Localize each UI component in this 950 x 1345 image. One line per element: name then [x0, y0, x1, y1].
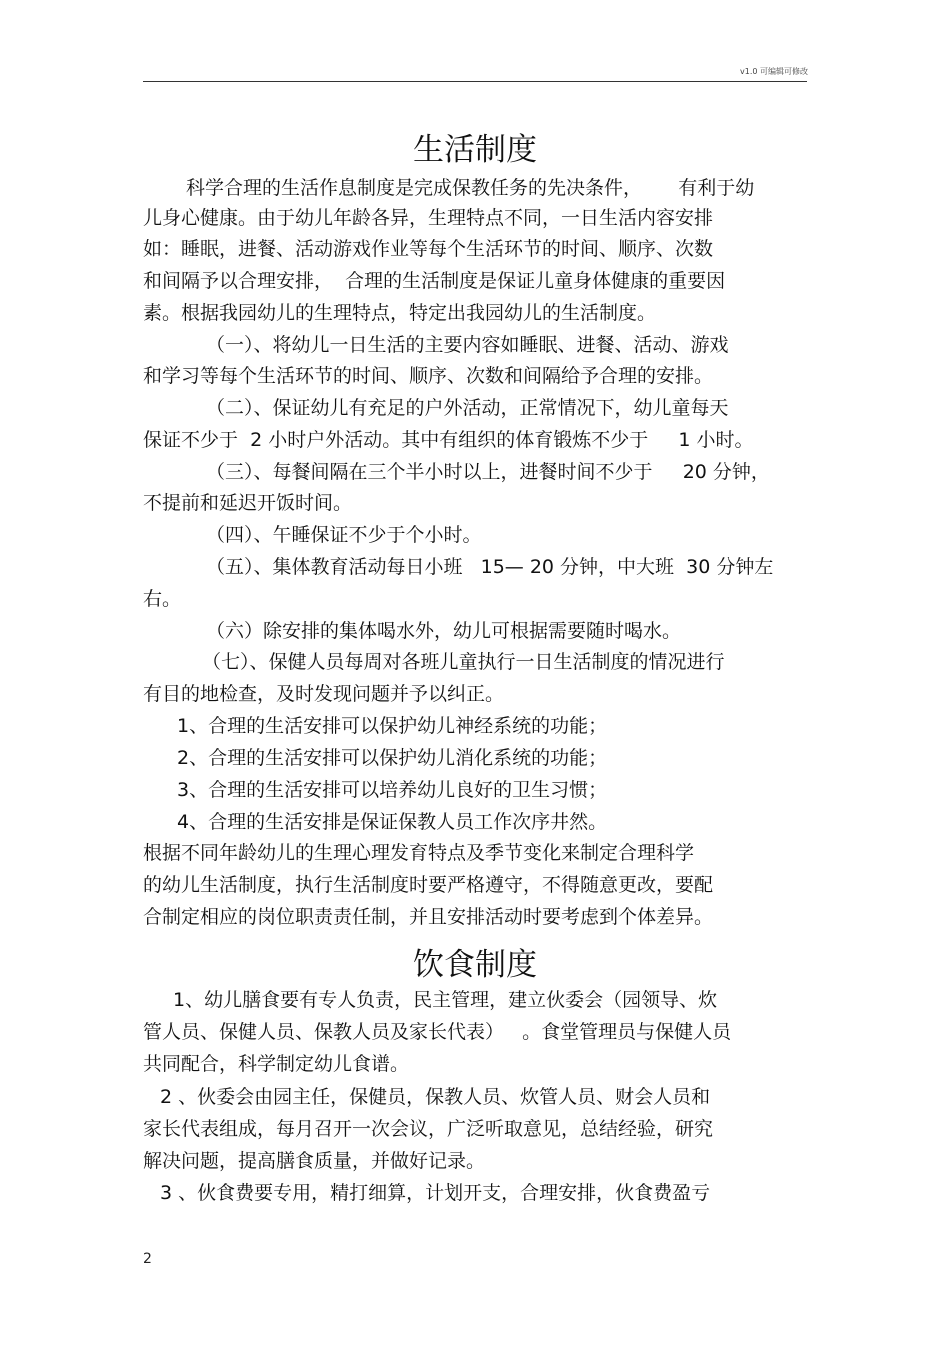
list-item: 4、合理的生活安排是保证保教人员工作次序井然。	[177, 811, 608, 833]
section-title-living-system: 生活制度	[413, 132, 537, 168]
paragraph-line: 和间隔予以合理安排， 合理的生活制度是保证儿童身体健康的重要因	[143, 270, 726, 292]
list-item: 2、合理的生活安排可以保护幼儿消化系统的功能；	[177, 747, 608, 769]
paragraph-line: 科学合理的生活作息制度是完成保教任务的先决条件， 有利于幼	[186, 177, 755, 199]
paragraph-line: （七）、保健人员每周对各班儿童执行一日生活制度的情况进行	[202, 651, 725, 673]
header-version-note: v1.0 可编辑可修改	[740, 67, 808, 76]
paragraph-line: 有目的地检查，及时发现问题并予以纠正。	[143, 683, 505, 705]
paragraph-line: （三）、每餐间隔在三个半小时以上，进餐时间不少于 20 分钟，	[206, 461, 770, 483]
paragraph-line: 保证不少于 2 小时户外活动。其中有组织的体育锻炼不少于 1 小时。	[143, 429, 754, 451]
list-item: 1、合理的生活安排可以保护幼儿神经系统的功能；	[177, 715, 608, 737]
paragraph-line: 1、幼儿膳食要有专人负责，民主管理，建立伙委会（园领导、炊	[173, 989, 718, 1011]
paragraph-line: 3 、伙食费要专用，精打细算，计划开支，合理安排，伙食费盈亏	[160, 1182, 711, 1204]
section-title-diet-system: 饮食制度	[413, 947, 537, 983]
paragraph-line: 共同配合，科学制定幼儿食谱。	[143, 1053, 410, 1075]
header-divider	[143, 81, 807, 82]
paragraph-line: 不提前和延迟开饭时间。	[143, 492, 353, 514]
paragraph-line: （二）、保证幼儿有充足的户外活动，正常情况下，幼儿童每天	[206, 397, 729, 419]
paragraph-line: 合制定相应的岗位职责责任制，并且安排活动时要考虑到个体差异。	[143, 906, 714, 928]
paragraph-line: 的幼儿生活制度，执行生活制度时要严格遵守，不得随意更改，要配	[143, 874, 714, 896]
paragraph-line: 解决问题，提高膳食质量，并做好记录。	[143, 1150, 486, 1172]
paragraph-line: （四）、午睡保证不少于个小时。	[206, 524, 482, 546]
paragraph-line: 2 、伙委会由园主任，保健员，保教人员、炊管人员、财会人员和	[160, 1086, 711, 1108]
paragraph-line: 儿身心健康。由于幼儿年龄各异，生理特点不同，一日生活内容安排	[143, 207, 714, 229]
paragraph-line: 根据不同年龄幼儿的生理心理发育特点及季节变化来制定合理科学	[143, 842, 695, 864]
paragraph-line: （六）除安排的集体喝水外，幼儿可根据需要随时喝水。	[206, 620, 682, 642]
paragraph-line: 右。	[143, 588, 182, 610]
paragraph-line: （一）、将幼儿一日生活的主要内容如睡眠、进餐、活动、游戏	[206, 334, 729, 356]
page-number: 2	[143, 1251, 152, 1267]
paragraph-line: 家长代表组成，每月召开一次会议，广泛听取意见，总结经验，研究	[143, 1118, 714, 1140]
paragraph-line: （五）、集体教育活动每日小班 15— 20 分钟，中大班 30 分钟左	[206, 556, 774, 578]
paragraph-line: 管人员、保健人员、保教人员及家长代表） 。食堂管理员与保健人员	[143, 1021, 732, 1043]
paragraph-line: 如：睡眠，进餐、活动游戏作业等每个生活环节的时间、顺序、次数	[143, 238, 714, 260]
paragraph-line: 素。根据我园幼儿的生理特点，特定出我园幼儿的生活制度。	[143, 302, 657, 324]
paragraph-line: 和学习等每个生活环节的时间、顺序、次数和间隔给予合理的安排。	[143, 365, 714, 387]
list-item: 3、合理的生活安排可以培养幼儿良好的卫生习惯；	[177, 779, 608, 801]
